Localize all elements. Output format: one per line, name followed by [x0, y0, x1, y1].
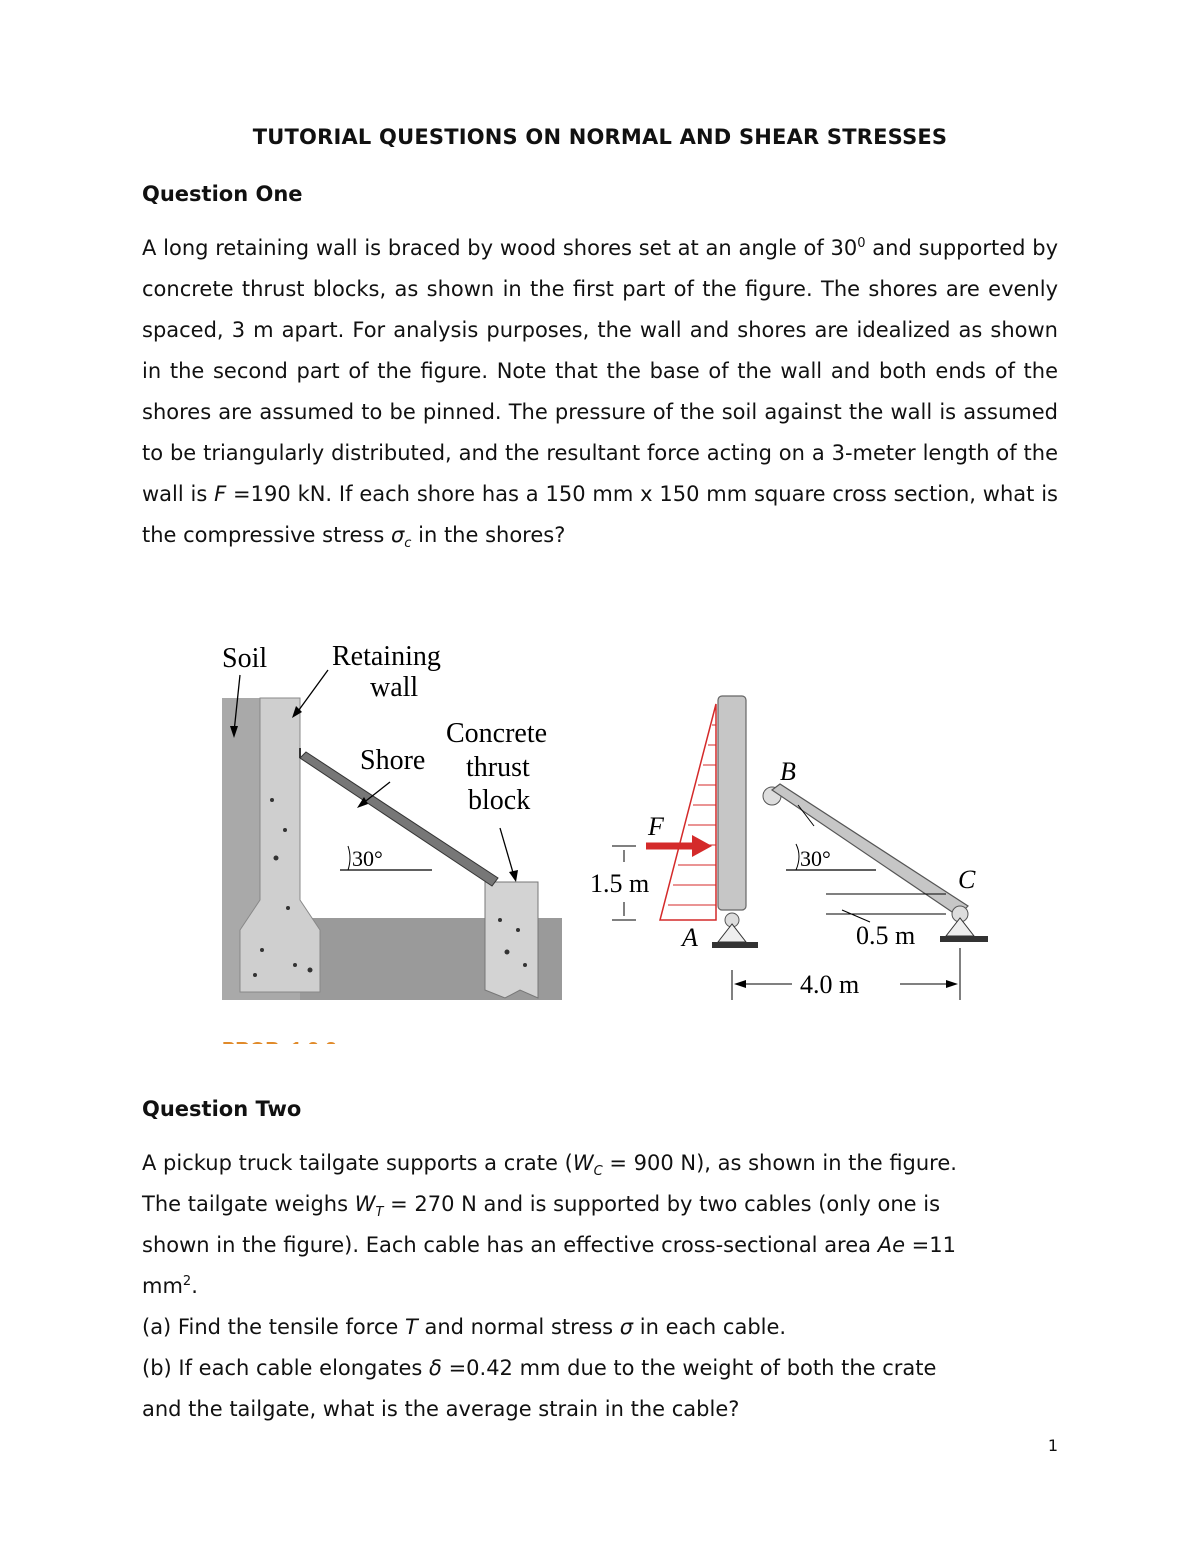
q2-part-b-cont: and the tailgate, what is the average strain in the cable? — [142, 1397, 740, 1421]
sigma-symbol: σ — [619, 1315, 634, 1339]
q1-sigma-sub: c — [404, 536, 412, 552]
angle-label-right: 30° — [800, 846, 831, 871]
aggregate-dot — [270, 798, 274, 802]
support-c-ground — [940, 936, 988, 942]
support-a-ground — [712, 942, 758, 948]
q1-degree: 0 — [857, 236, 866, 251]
retaining-wall-figure — [200, 630, 1000, 1060]
question-two-heading: Question Two — [142, 1097, 302, 1121]
idealized-wall — [718, 696, 746, 910]
aggregate-dot — [516, 928, 520, 932]
aggregate-dot — [293, 963, 297, 967]
resultant-force-arrowhead — [692, 835, 712, 857]
dim-40-arrow-left — [734, 980, 746, 988]
question-two-text — [142, 1143, 1058, 1430]
angle-arc-right — [796, 844, 799, 870]
dim-15-label: 1.5 m — [590, 869, 650, 898]
dim-40-arrow-right — [946, 980, 958, 988]
q1-text-b: and supported by concrete thrust blocks, as shown in the first part of the figure. The shores are evenly spaced, 3 m apart. For analysis purposes, the wall and shores are idealized as shown in the second part of the figure. Note that the base of the wall and both ends of the shores are assumed to be pinned. The pressure of the soil against the wall is assumed to be triangularly distributed, and the resultant force acting on a 3-meter length of the wall is — [142, 236, 1058, 506]
delta-symbol: δ — [429, 1356, 442, 1380]
aggregate-dot — [274, 856, 279, 861]
aggregate-dot — [505, 950, 510, 955]
pressure-arrows — [668, 725, 716, 905]
label-a: A — [682, 923, 698, 952]
aggregate-dot — [498, 918, 502, 922]
thrust-block — [485, 882, 538, 998]
concrete-label-3: block — [468, 785, 531, 816]
q1-sigma: σ — [390, 523, 405, 547]
q2-line-1: A pickup truck tailgate supports a crate ($W_C = 900$ N), as shown in the figure. — [142, 1151, 957, 1180]
wc-symbol: W — [572, 1151, 594, 1175]
aggregate-dot — [260, 948, 264, 952]
concrete-label-2: thrust — [466, 752, 530, 783]
dim-05-label: 0.5 m — [856, 921, 916, 950]
label-c: C — [958, 865, 976, 894]
aggregate-dot — [283, 828, 287, 832]
support-c — [946, 918, 974, 936]
q2-part-b: (b) If each cable elongates δ =0.42 mm due to the weight of both the crate — [142, 1356, 937, 1380]
soil-label: Soil — [222, 643, 268, 674]
retaining-label-1: Retaining — [332, 641, 441, 672]
page-number: 1 — [1047, 1436, 1058, 1455]
q2-part-a: (a) Find the tensile force T and normal stress σ in each cable. — [142, 1315, 787, 1339]
caption-crop-mask — [220, 1044, 420, 1060]
aggregate-dot — [286, 906, 290, 910]
dim-40-label: 4.0 m — [800, 970, 860, 999]
q1-text-c: =190 kN. If each shore has a 150 mm x 150 mm square cross section, what is the compressive stress — [142, 482, 1058, 547]
force-label: F — [648, 812, 664, 841]
concrete-label-1: Concrete — [446, 718, 548, 749]
aggregate-dot — [253, 973, 257, 977]
page-title: TUTORIAL QUESTIONS ON NORMAL AND SHEAR STRESSES — [252, 125, 948, 149]
retaining-label-2: wall — [370, 672, 419, 703]
q2-line-4: $mm^2$. — [142, 1274, 198, 1298]
support-a — [718, 924, 746, 942]
q2-line-3: shown in the figure). Each cable has an effective cross-sectional area Ae =11 — [142, 1233, 956, 1257]
t-symbol: T — [405, 1315, 418, 1339]
q1-text-a: A long retaining wall is braced by wood shores set at an angle of 30 — [142, 236, 858, 260]
aggregate-dot — [308, 968, 313, 973]
pressure-triangle — [660, 704, 716, 920]
angle-label-left: 30° — [352, 846, 383, 871]
q2-line-2: The tailgate weighs $W_T = 270$ N and is supported by two cables (only one is — [142, 1192, 941, 1221]
shore-label: Shore — [360, 745, 426, 776]
aggregate-dot — [523, 963, 527, 967]
q1-text-d: in the shores? — [411, 523, 566, 547]
q1-force-symbol: F — [214, 482, 227, 506]
label-b: B — [780, 757, 796, 786]
wt-symbol: W — [354, 1192, 376, 1216]
question-one-heading: Question One — [142, 182, 303, 206]
ae-symbol: Ae — [877, 1233, 905, 1257]
question-one-text — [142, 228, 1058, 556]
